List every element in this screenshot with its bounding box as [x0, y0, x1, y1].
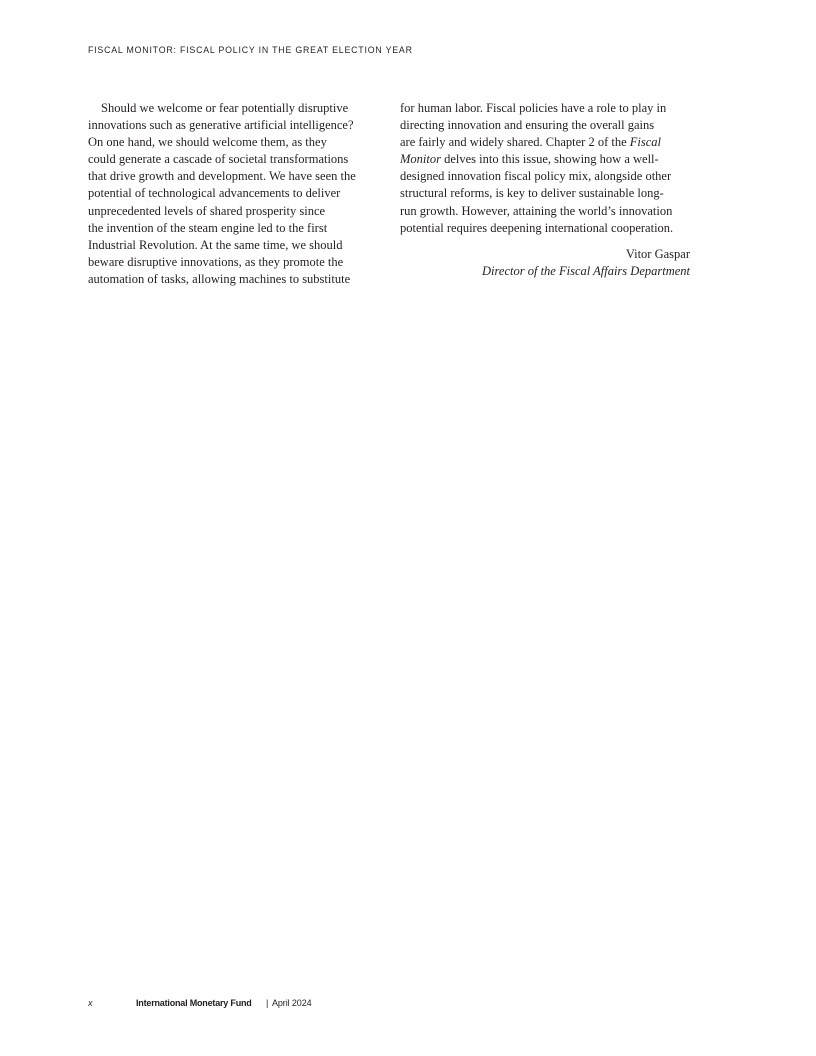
body-line: designed innovation fiscal policy mix, alongside other [400, 169, 672, 184]
body-text: are fairly and widely shared. Chapter 2 of the [400, 135, 630, 150]
signatory-title: Director of the Fiscal Affairs Department [482, 263, 690, 278]
running-header: FISCAL MONITOR: FISCAL POLICY IN THE GREAT ELECTION YEAR [88, 45, 413, 55]
body-line: innovations such as generative artificial intelligence? [88, 118, 354, 133]
right-column [400, 100, 690, 280]
body-line: potential requires deepening international cooperation. [400, 220, 674, 235]
body-line: that drive growth and development. We have seen the [88, 169, 356, 184]
body-line: could generate a cascade of societal transformations [88, 152, 349, 167]
left-column [88, 100, 372, 288]
footer-date: April 2024 [272, 998, 312, 1008]
body-line: the invention of the steam engine led to the first [88, 220, 328, 235]
body-line: run growth. However, attaining the world’s innovation [400, 203, 673, 218]
body-line: for human labor. Fiscal policies have a role to play in [400, 101, 667, 115]
body-line: On one hand, we should welcome them, as they [88, 135, 327, 150]
body-line [400, 134, 690, 151]
body-line: beware disruptive innovations, as they promote the [88, 254, 344, 269]
footer-separator: | [266, 998, 269, 1008]
page-number: x [88, 998, 93, 1008]
body-text: delves into this issue, showing how a well- [440, 152, 659, 167]
signatory-name: Vitor Gaspar [625, 246, 690, 261]
body-line: potential of technological advancements to deliver [88, 186, 341, 201]
body-line [400, 151, 690, 168]
publication-title: Monitor [400, 152, 441, 167]
body-line: Should we welcome or fear potentially disruptive [101, 101, 349, 115]
body-line: automation of tasks, allowing machines to substitute [88, 271, 351, 286]
body-line: structural reforms, is key to deliver sustainable long- [400, 186, 664, 201]
footer-organization: International Monetary Fund [136, 998, 252, 1008]
publication-title: Fiscal [629, 135, 662, 150]
body-line: directing innovation and ensuring the overall gains [400, 118, 655, 133]
body-line: unprecedented levels of shared prosperity since [88, 203, 326, 218]
signature-block [400, 246, 690, 280]
body-line: Industrial Revolution. At the same time, we should [88, 237, 343, 252]
